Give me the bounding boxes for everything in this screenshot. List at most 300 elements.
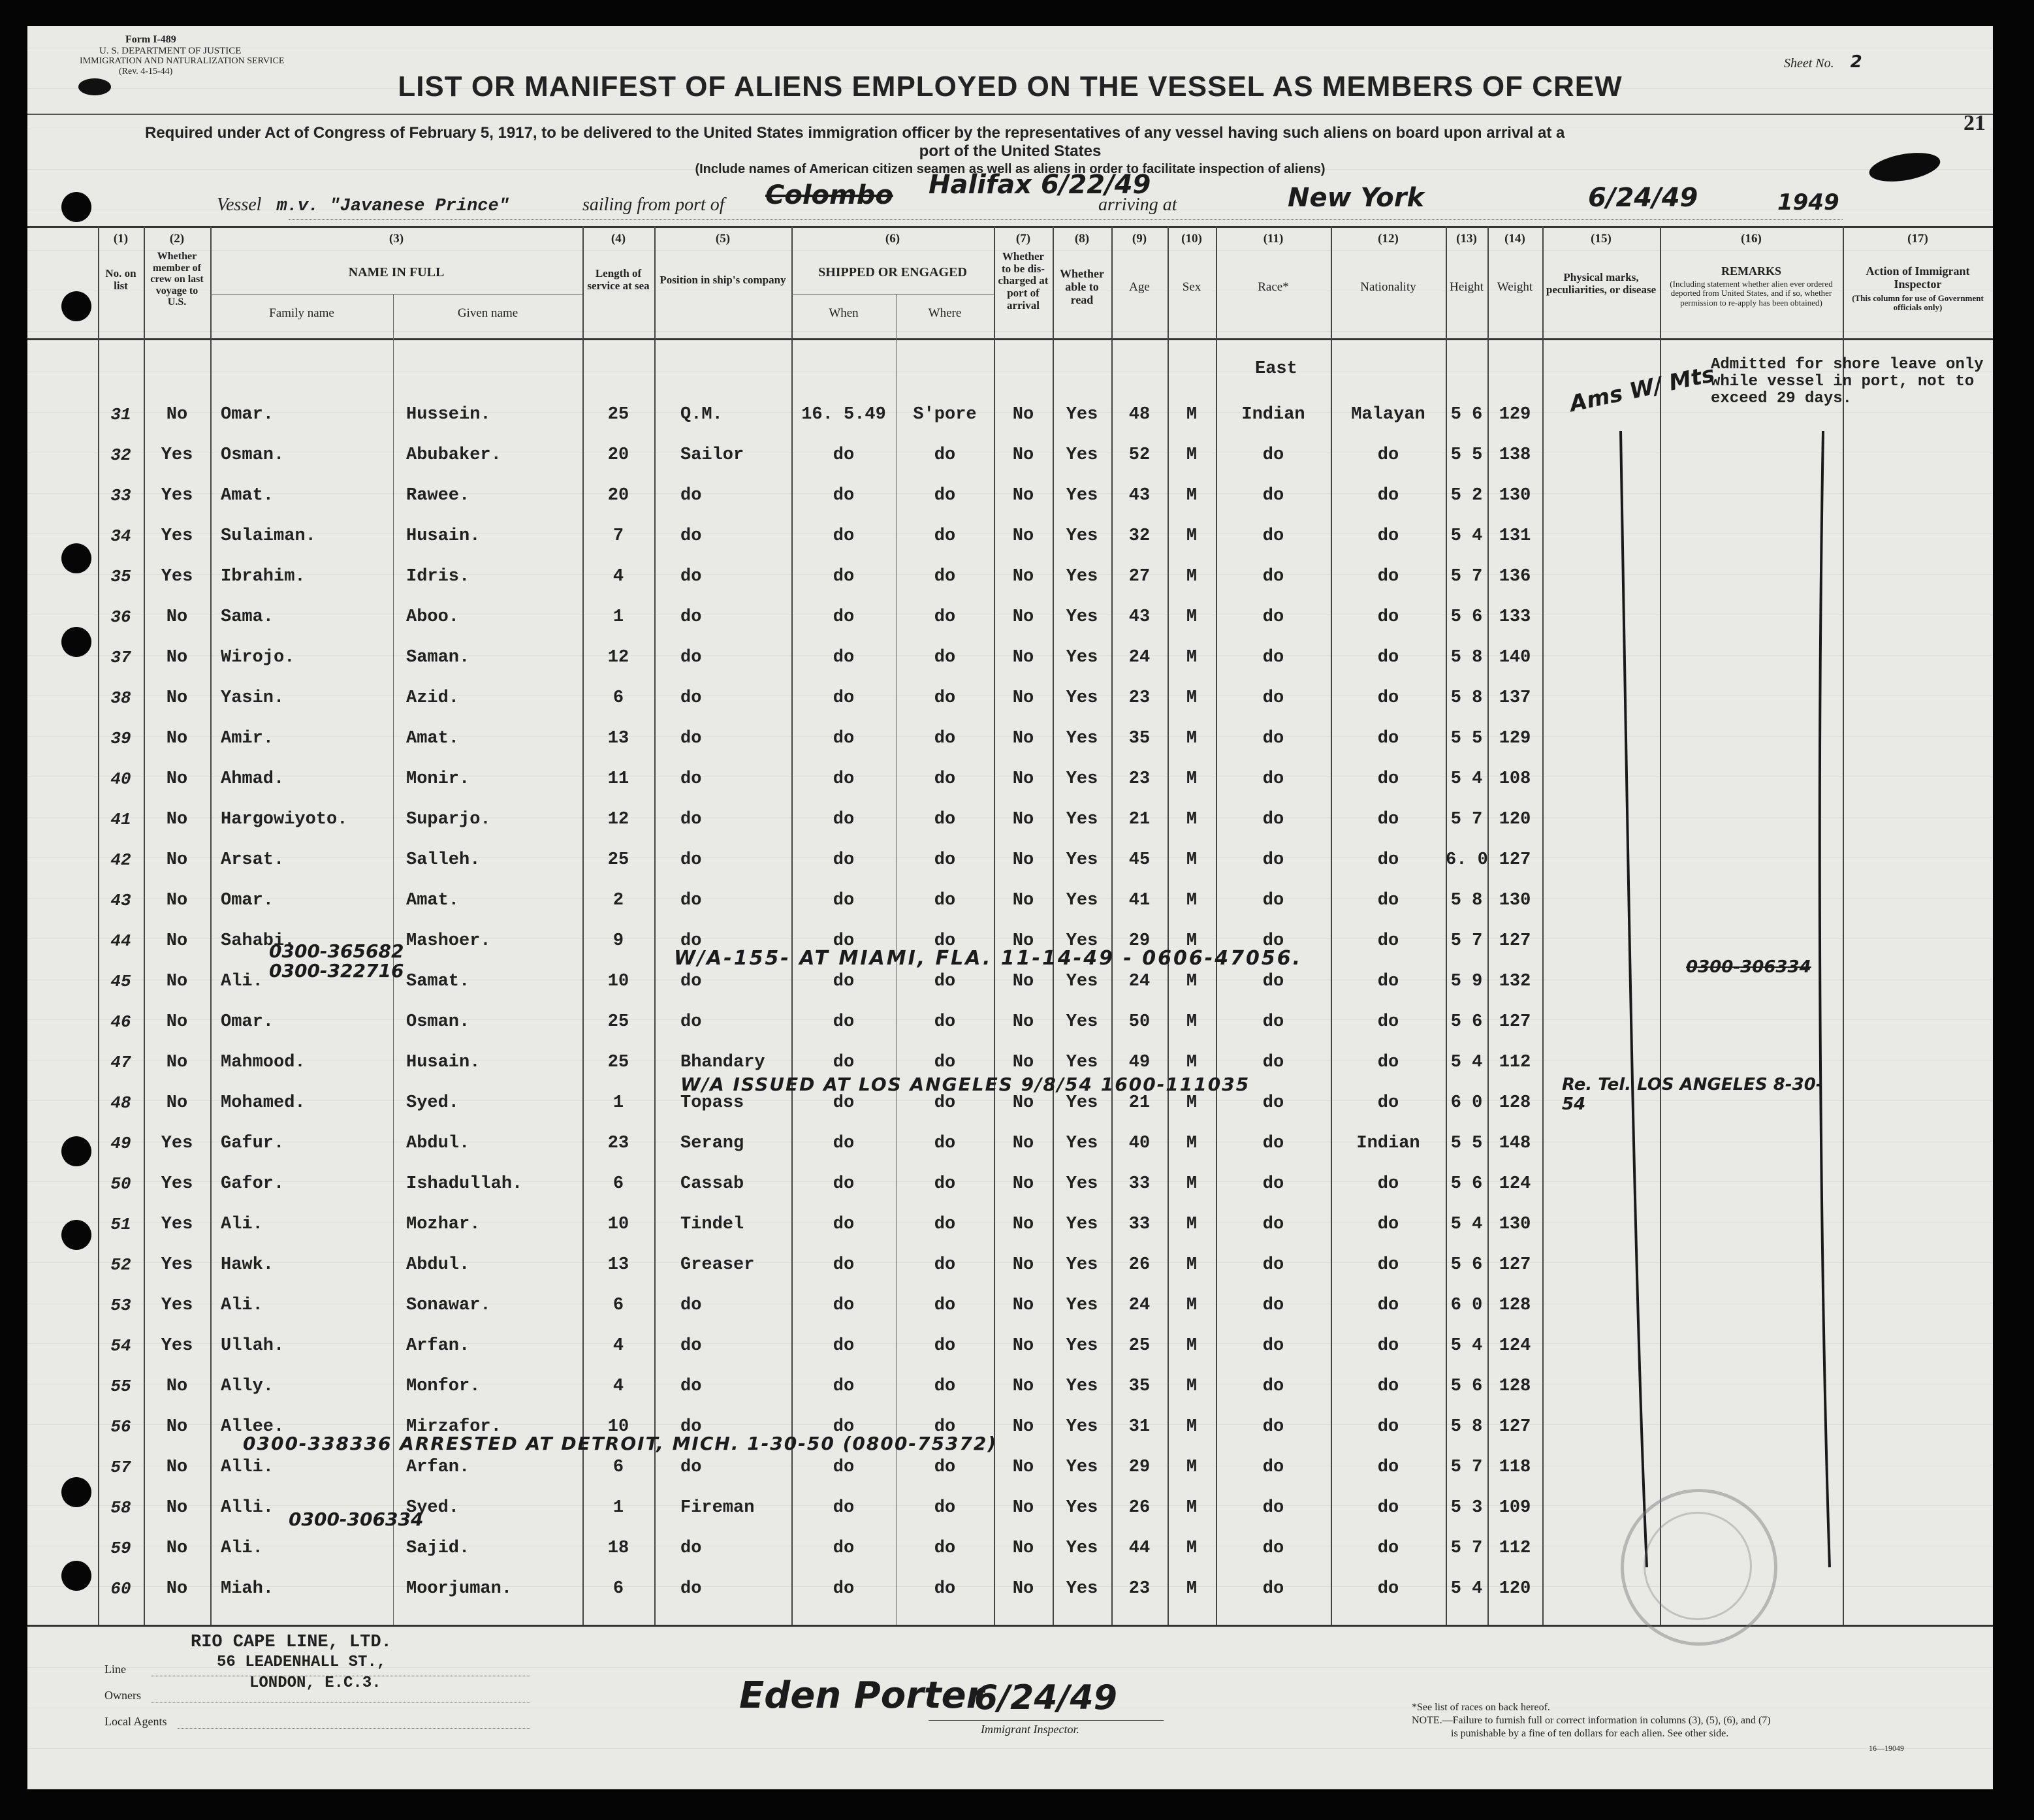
weight: 120: [1499, 810, 1531, 829]
age: 26: [1128, 1498, 1151, 1518]
punch-hole: [61, 291, 91, 321]
prior-voyage: No: [166, 648, 188, 667]
shipped-where: do: [934, 1296, 956, 1315]
given-name: Sonawar.: [406, 1296, 491, 1315]
fine-note-2: is punishable by a fine of ten dollars for each alien. See other side.: [1451, 1728, 1729, 1739]
height: 5 5: [1450, 1134, 1483, 1153]
header-sex: Sex: [1182, 280, 1201, 294]
service-length: 10: [607, 972, 629, 991]
prior-voyage: No: [166, 1377, 188, 1396]
punch-hole: [61, 1477, 91, 1507]
row-number: 37: [110, 648, 131, 667]
race: do: [1262, 891, 1284, 910]
shipped-when: do: [833, 850, 855, 870]
agents-field: [178, 1728, 530, 1729]
height: 5 4: [1450, 1053, 1483, 1072]
shipped-when: do: [833, 486, 855, 505]
prior-voyage: No: [166, 769, 188, 789]
remarks-shore-leave: Admitted for shore leave only while vessel in port, not to exceed 29 days.: [1711, 356, 1984, 407]
able-to-read: Yes: [1066, 567, 1098, 586]
able-to-read: Yes: [1066, 688, 1098, 708]
prior-voyage: No: [166, 891, 188, 910]
col-num: (14): [1504, 232, 1525, 246]
given-name: Ishadullah.: [406, 1174, 523, 1194]
given-name: Idris.: [406, 567, 470, 586]
row-number: 57: [110, 1458, 131, 1477]
age: 50: [1128, 1012, 1151, 1032]
company-name: RIO CAPE LINE, LTD.: [191, 1633, 392, 1652]
height: 5 8: [1450, 648, 1483, 667]
weight: 130: [1499, 1215, 1531, 1234]
nationality: do: [1377, 1498, 1399, 1518]
age: 33: [1128, 1174, 1151, 1194]
header-able-read: Whether able to read: [1060, 267, 1104, 306]
shipped-where: do: [934, 810, 956, 829]
header-position: Position in ship's company: [659, 274, 786, 286]
company-city: LONDON, E.C.3.: [249, 1674, 381, 1692]
arrest-note-57: 0300-338336 ARRESTED AT DETROIT, MICH. 1-30-50 (0800-75372): [243, 1433, 998, 1454]
physical-handwritten: Ams W/ Mts: [1567, 360, 1717, 418]
shipped-where: do: [934, 1053, 956, 1072]
given-name: Arfan.: [406, 1458, 470, 1477]
family-name: Osman.: [221, 445, 285, 465]
given-name: Arfan.: [406, 1336, 470, 1356]
required-line-1: Required under Act of Congress of February 5, 1917, to be delivered to the United States immigration officer by the representatives of any vessel having such aliens on board upon arrival at a: [145, 124, 1565, 142]
given-name: Monfor.: [406, 1377, 481, 1396]
prior-voyage: No: [166, 1539, 188, 1558]
nationality: do: [1377, 445, 1399, 465]
discharged: No: [1012, 729, 1034, 748]
shipped-where: S'pore: [913, 405, 977, 424]
family-name: Hawk.: [221, 1255, 274, 1275]
given-name: Suparjo.: [406, 810, 491, 829]
position: Topass: [680, 1093, 744, 1113]
sailing-label: sailing from port of: [582, 195, 725, 215]
able-to-read: Yes: [1066, 607, 1098, 627]
shipped-where: do: [934, 1093, 956, 1113]
service-length: 10: [607, 1215, 629, 1234]
row-number: 45: [110, 972, 131, 991]
shipped-where: do: [934, 1134, 956, 1153]
position: Q.M.: [680, 405, 723, 424]
age: 24: [1128, 648, 1151, 667]
service-length: 25: [607, 405, 629, 424]
sex: M: [1186, 486, 1198, 505]
family-name: Sulaiman.: [221, 526, 316, 546]
signature-date: 6/24/49: [974, 1678, 1117, 1717]
discharged: No: [1012, 1296, 1034, 1315]
family-name: Sahabi.: [221, 931, 295, 951]
shipped-where: do: [934, 688, 956, 708]
form-number: Form I-489: [125, 34, 176, 45]
row-number: 33: [110, 486, 131, 505]
family-name: Omar.: [221, 891, 274, 910]
prior-voyage: Yes: [161, 445, 193, 465]
age: 35: [1128, 729, 1151, 748]
position: do: [680, 810, 702, 829]
weight: 130: [1499, 891, 1531, 910]
header-remarks-sub: (Including statement whether alien ever ordered deported from United States, and if so, whether permission to re-apply has been obtained): [1670, 279, 1833, 308]
able-to-read: Yes: [1066, 526, 1098, 546]
position: do: [680, 486, 702, 505]
sex: M: [1186, 405, 1198, 424]
shipped-where: do: [934, 607, 956, 627]
height: 5 6: [1450, 1377, 1483, 1396]
shipped-when: do: [833, 1134, 855, 1153]
age: 24: [1128, 1296, 1151, 1315]
row-number: 46: [110, 1012, 131, 1032]
able-to-read: Yes: [1066, 769, 1098, 789]
race: do: [1262, 1093, 1284, 1113]
prior-voyage: No: [166, 405, 188, 424]
position: do: [680, 1579, 702, 1599]
nationality: do: [1377, 688, 1399, 708]
height: 5 6: [1450, 405, 1483, 424]
nationality: do: [1377, 1579, 1399, 1599]
nationality: Malayan: [1351, 405, 1425, 424]
given-name: Husain.: [406, 526, 481, 546]
shipped-where: do: [934, 1377, 956, 1396]
able-to-read: Yes: [1066, 1053, 1098, 1072]
discharged: No: [1012, 607, 1034, 627]
sex: M: [1186, 1296, 1198, 1315]
sex: M: [1186, 445, 1198, 465]
race: do: [1262, 729, 1284, 748]
row-number: 36: [110, 607, 131, 627]
family-name: Miah.: [221, 1579, 274, 1599]
shipped-when: do: [833, 1174, 855, 1194]
weight: 127: [1499, 850, 1531, 870]
shipped-where: do: [934, 972, 956, 991]
weight: 140: [1499, 648, 1531, 667]
service-length: 18: [607, 1539, 629, 1558]
sex: M: [1186, 1174, 1198, 1194]
shipped-when: do: [833, 972, 855, 991]
discharged: No: [1012, 1498, 1034, 1518]
sailing-port-struck: Colombo: [765, 180, 893, 210]
service-length: 6: [612, 1296, 624, 1315]
height: 5 3: [1450, 1498, 1483, 1518]
weight: 128: [1499, 1377, 1531, 1396]
discharged: No: [1012, 1417, 1034, 1437]
height: 5 4: [1450, 1336, 1483, 1356]
race: do: [1262, 445, 1284, 465]
weight: 133: [1499, 607, 1531, 627]
service-length: 23: [607, 1134, 629, 1153]
discharged: No: [1012, 972, 1034, 991]
header-height: Height: [1450, 280, 1484, 294]
able-to-read: Yes: [1066, 972, 1098, 991]
age: 45: [1128, 850, 1151, 870]
shipped-when: do: [833, 648, 855, 667]
nationality: do: [1377, 1174, 1399, 1194]
able-to-read: Yes: [1066, 1296, 1098, 1315]
col-num: (7): [1015, 232, 1031, 246]
age: 52: [1128, 445, 1151, 465]
height: 5 4: [1450, 1215, 1483, 1234]
able-to-read: Yes: [1066, 1377, 1098, 1396]
header-age: Age: [1129, 280, 1150, 294]
file-number-45b: 0300-322716: [269, 960, 404, 982]
position: do: [680, 567, 702, 586]
given-name: Syed.: [406, 1498, 460, 1518]
service-length: 6: [612, 688, 624, 708]
col-num: (13): [1456, 232, 1477, 246]
race: do: [1262, 486, 1284, 505]
sex: M: [1186, 567, 1198, 586]
age: 43: [1128, 486, 1151, 505]
punch-hole: [61, 1136, 91, 1166]
height: 6 0: [1450, 1093, 1483, 1113]
given-name: Mirzafor.: [406, 1417, 501, 1437]
header-remarks: REMARKS: [1721, 264, 1781, 278]
given-name: Rawee.: [406, 486, 470, 505]
height: 5 6: [1450, 1012, 1483, 1032]
service-length: 4: [612, 1377, 624, 1396]
position: do: [680, 607, 702, 627]
header-when: When: [829, 306, 859, 320]
sex: M: [1186, 1215, 1198, 1234]
race: do: [1262, 850, 1284, 870]
able-to-read: Yes: [1066, 1255, 1098, 1275]
family-name: Gafur.: [221, 1134, 285, 1153]
required-line-2: port of the United States: [919, 142, 1102, 160]
age: 29: [1128, 1458, 1151, 1477]
shipped-when: do: [833, 1093, 855, 1113]
shipped-where: do: [934, 526, 956, 546]
nationality: do: [1377, 972, 1399, 991]
form-service: IMMIGRATION AND NATURALIZATION SERVICE: [80, 56, 285, 66]
nationality: do: [1377, 810, 1399, 829]
weight: 127: [1499, 931, 1531, 951]
prior-voyage: No: [166, 729, 188, 748]
weight: 132: [1499, 972, 1531, 991]
position: do: [680, 769, 702, 789]
shipped-where: do: [934, 931, 956, 951]
row-number: 50: [110, 1174, 131, 1194]
col-num: (16): [1741, 232, 1762, 246]
given-name: Mozhar.: [406, 1215, 481, 1234]
weight: 127: [1499, 1255, 1531, 1275]
nationality: do: [1377, 648, 1399, 667]
shipped-when: 16. 5.49: [801, 405, 886, 424]
nationality: do: [1377, 526, 1399, 546]
prior-voyage: Yes: [161, 1255, 193, 1275]
col-num: (1): [113, 232, 129, 246]
service-length: 1: [612, 1093, 624, 1113]
row-number: 43: [110, 891, 131, 910]
position: do: [680, 1377, 702, 1396]
shipped-when: do: [833, 931, 855, 951]
family-name: Ali.: [221, 972, 263, 991]
col-num: (5): [715, 232, 731, 246]
prior-voyage: No: [166, 1417, 188, 1437]
sex: M: [1186, 607, 1198, 627]
shipped-where: do: [934, 445, 956, 465]
position: do: [680, 1539, 702, 1558]
struck-file-45: 0300-306334: [1686, 957, 1811, 977]
header-discharged: Whether to be dis-charged at port of arrival: [998, 250, 1049, 311]
position: Serang: [680, 1134, 744, 1153]
prior-voyage: No: [166, 688, 188, 708]
given-name: Monir.: [406, 769, 470, 789]
discharged: No: [1012, 1458, 1034, 1477]
row-number: 49: [110, 1134, 131, 1153]
sex: M: [1186, 1336, 1198, 1356]
age: 21: [1128, 1093, 1151, 1113]
header-family-name: Family name: [269, 306, 334, 320]
shipped-when: do: [833, 445, 855, 465]
nationality: do: [1377, 1336, 1399, 1356]
service-length: 25: [607, 1053, 629, 1072]
col-num: (4): [611, 232, 626, 246]
family-name: Amir.: [221, 729, 274, 748]
shipped-where: do: [934, 1174, 956, 1194]
shipped-when: do: [833, 607, 855, 627]
height: 5 8: [1450, 1417, 1483, 1437]
age: 40: [1128, 1134, 1151, 1153]
family-name: Alli.: [221, 1498, 274, 1518]
race: do: [1262, 648, 1284, 667]
form-department: U. S. DEPARTMENT OF JUSTICE: [99, 46, 242, 56]
age: 32: [1128, 526, 1151, 546]
position: do: [680, 972, 702, 991]
punch-hole: [61, 627, 91, 657]
shipped-when: do: [833, 1053, 855, 1072]
shipped-when: do: [833, 769, 855, 789]
age: 23: [1128, 1579, 1151, 1599]
height: 5 4: [1450, 769, 1483, 789]
header-nationality: Nationality: [1360, 280, 1416, 294]
height: 5 8: [1450, 688, 1483, 708]
weight: 129: [1499, 405, 1531, 424]
race: do: [1262, 1134, 1284, 1153]
family-name: Amat.: [221, 486, 274, 505]
service-length: 4: [612, 1336, 624, 1356]
race: do: [1262, 810, 1284, 829]
row-number: 60: [110, 1579, 131, 1599]
height: 5 6: [1450, 1255, 1483, 1275]
able-to-read: Yes: [1066, 891, 1098, 910]
weight: 129: [1499, 729, 1531, 748]
family-name: Ahmad.: [221, 769, 285, 789]
position: do: [680, 526, 702, 546]
page-title: LIST OR MANIFEST OF ALIENS EMPLOYED ON THE VESSEL AS MEMBERS OF CREW: [398, 71, 1623, 103]
manifest-sheet: [27, 26, 1993, 1789]
family-name: Ali.: [221, 1539, 263, 1558]
shipped-where: do: [934, 850, 956, 870]
prior-voyage: No: [166, 810, 188, 829]
position: Greaser: [680, 1255, 755, 1275]
height: 5 6: [1450, 1174, 1483, 1194]
discharged: No: [1012, 567, 1034, 586]
shipped-when: do: [833, 1458, 855, 1477]
shipped-where: do: [934, 1012, 956, 1032]
age: 44: [1128, 1539, 1151, 1558]
position: do: [680, 931, 702, 951]
header-whether-member: Whether member of crew on last voyage to U.S.: [150, 251, 204, 308]
height: 5 7: [1450, 567, 1483, 586]
inspector-signature: Eden Porter: [739, 1674, 985, 1717]
discharged: No: [1012, 1255, 1034, 1275]
row-number: 47: [110, 1053, 131, 1072]
prior-voyage: Yes: [161, 1134, 193, 1153]
discharged: No: [1012, 1539, 1034, 1558]
height: 6 0: [1450, 1296, 1483, 1315]
arrival-year: 1949: [1777, 189, 1839, 216]
agents-label: Local Agents: [104, 1715, 167, 1728]
file-number-59: 0300-306334: [289, 1509, 424, 1530]
shipped-when: do: [833, 810, 855, 829]
age: 33: [1128, 1215, 1151, 1234]
position: do: [680, 1458, 702, 1477]
sex: M: [1186, 850, 1198, 870]
family-name: Yasin.: [221, 688, 285, 708]
weight: 120: [1499, 1579, 1531, 1599]
nationality: do: [1377, 1012, 1399, 1032]
shipped-where: do: [934, 769, 956, 789]
service-length: 9: [612, 931, 624, 951]
service-length: 11: [607, 769, 629, 789]
shipped-where: do: [934, 729, 956, 748]
family-name: Sama.: [221, 607, 274, 627]
discharged: No: [1012, 931, 1034, 951]
race: do: [1262, 1579, 1284, 1599]
given-name: Osman.: [406, 1012, 470, 1032]
nationality: do: [1377, 486, 1399, 505]
given-name: Salleh.: [406, 850, 481, 870]
race: do: [1262, 1296, 1284, 1315]
given-name: Hussein.: [406, 405, 491, 424]
row-number: 41: [110, 810, 131, 829]
weight: 128: [1499, 1093, 1531, 1113]
row-number: 40: [110, 769, 131, 789]
col-num: (10): [1181, 232, 1202, 246]
service-length: 6: [612, 1458, 624, 1477]
col-num: (8): [1074, 232, 1090, 246]
shipped-when: do: [833, 729, 855, 748]
family-name: Arsat.: [221, 850, 285, 870]
able-to-read: Yes: [1066, 1134, 1098, 1153]
shipped-where: do: [934, 1417, 956, 1437]
able-to-read: Yes: [1066, 1539, 1098, 1558]
nationality: do: [1377, 931, 1399, 951]
row-number: 35: [110, 567, 131, 586]
age: 41: [1128, 891, 1151, 910]
header-race: Race*: [1258, 280, 1289, 294]
sex: M: [1186, 931, 1198, 951]
header-shipped: SHIPPED OR ENGAGED: [818, 265, 967, 279]
nationality: do: [1377, 1377, 1399, 1396]
warrant-note-48: W/A ISSUED AT LOS ANGELES 9/8/54 1600-111035: [680, 1074, 1250, 1095]
sex: M: [1186, 1012, 1198, 1032]
sex: M: [1186, 1377, 1198, 1396]
shipped-where: do: [934, 1458, 956, 1477]
row-number: 44: [110, 931, 131, 951]
position: do: [680, 891, 702, 910]
weight: 128: [1499, 1296, 1531, 1315]
sheet-number: 2: [1850, 52, 1862, 72]
shipped-when: do: [833, 688, 855, 708]
races-note: *See list of races on back hereof.: [1412, 1702, 1550, 1713]
col-num: (12): [1378, 232, 1399, 246]
col-num: (2): [169, 232, 185, 246]
shipped-when: do: [833, 1579, 855, 1599]
vessel-name: m.v. "Javanese Prince": [276, 197, 509, 216]
shipped-when: do: [833, 1336, 855, 1356]
race: do: [1262, 607, 1284, 627]
nationality: Indian: [1356, 1134, 1420, 1153]
